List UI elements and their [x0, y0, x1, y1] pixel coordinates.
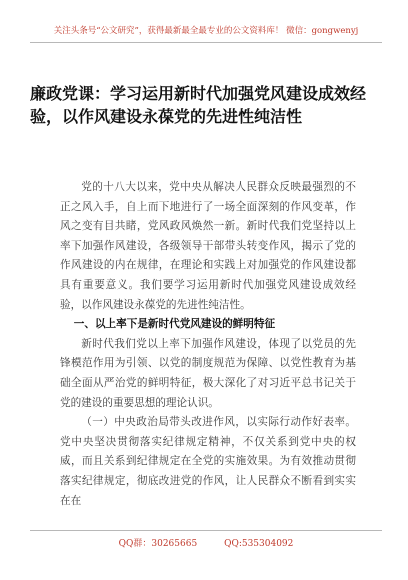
section-heading-1: 一、以上率下是新时代党风建设的鲜明特征 — [73, 318, 276, 331]
document-title: 廉政党课：学习运用新时代加强党风建设成效经验，以作风建设永葆党的先进性纯洁性 — [30, 84, 367, 126]
footer-qq: QQ:535304092 — [224, 539, 294, 549]
paragraph-intro: 党的十八大以来，党中央从解决人民群众反映最强烈的不正之风入手，自上而下地进行了一场全面深刻的作风变革，作风之变有目共睹，党风政风焕然一新。新时代我们党坚持以上率下加强作风建设，各级领导干部带头转变作风，揭示了党的作风建设的内在规律，在理论和实践上对加强党的作风建设都具有重要意义。我们要学习运用新时代加强党风建设成效经验，以作风建设永葆党的先进性纯洁性。 — [60, 181, 356, 311]
document-body — [60, 178, 356, 511]
header-banner: 关注头条号“公文研究”，获得最新最全最专业的公文资料库！ 微信：gongwenyj — [30, 24, 382, 43]
paragraph-subsection-1: （一）中央政治局带头改进作风，以实际行动作好表率。党中央坚决贯彻落实纪律规定精神，不仅关系到党中央的权威，而且关系到纪律规定在全党的实施效果。为有效推动贯彻落实纪律规定，彻底改进党的作风，让人民群众不断看到实实在在 — [60, 416, 356, 507]
footer-qq-group: QQ群：30265665 — [118, 539, 198, 549]
paragraph-section-1: 新时代我们党以上率下加强作风建设，体现了以党员的先锋模范作用为引领、以党的制度规范为保障、以党性教育为基础全面从严治党的鲜明特征，极大深化了对习近平总书记关于党的建设的重要思想的理论认识。 — [60, 337, 356, 409]
footer-contact — [30, 530, 382, 551]
